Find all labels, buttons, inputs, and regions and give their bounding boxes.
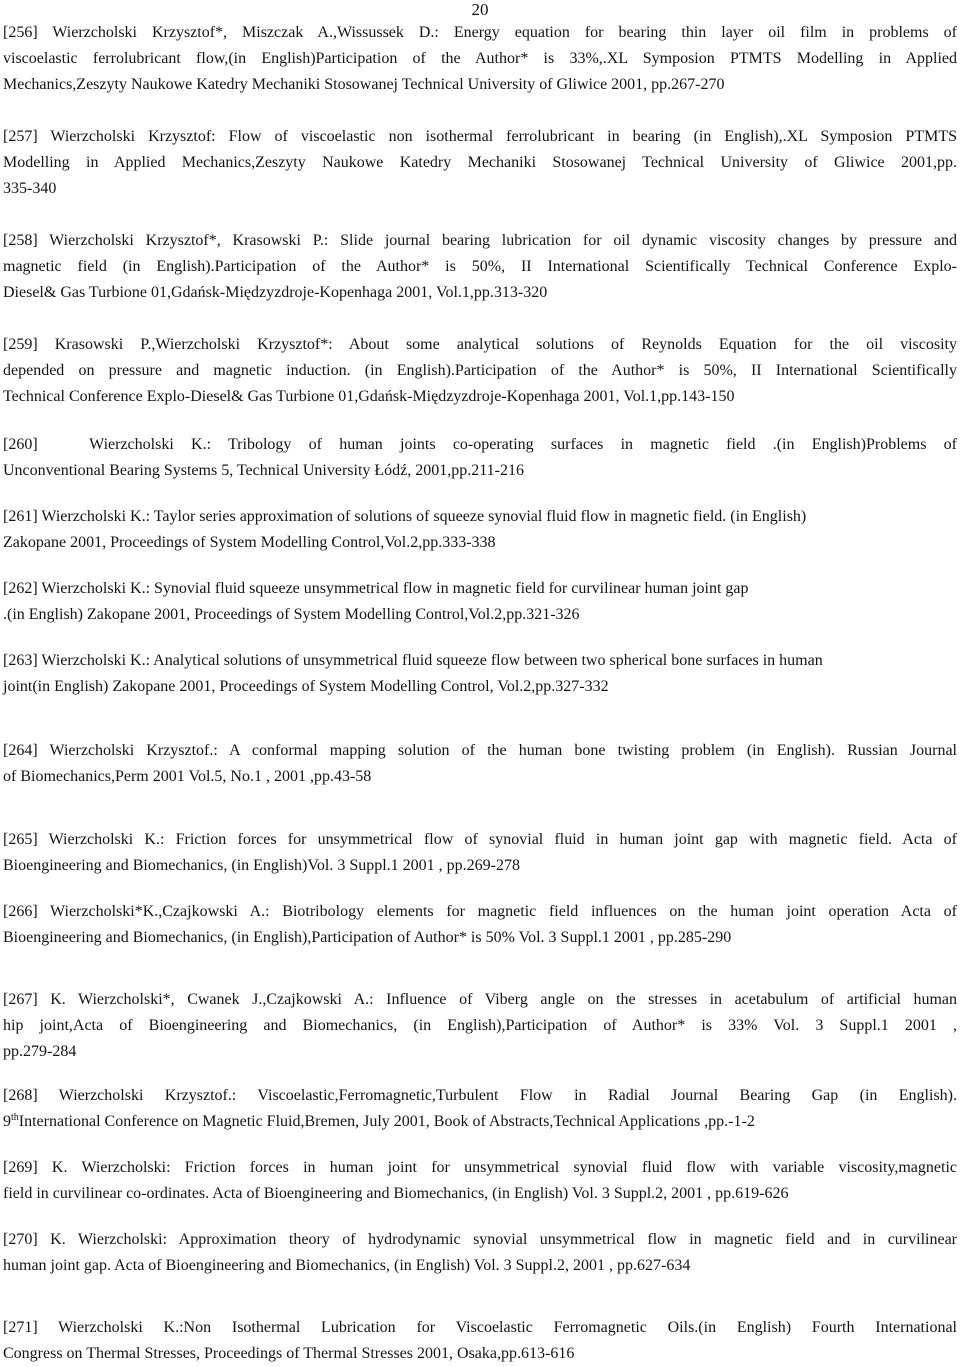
entry-line: Congress on Thermal Stresses, Proceedings of Thermal Stresses 2001, Osaka,pp.613-616	[3, 1345, 575, 1362]
entry-line: hip joint,Acta of Bioengineering and Biomechanics, (in English),Participation of Author* is 33% Vol. 3 Suppl.1 2001 ,	[3, 1017, 957, 1034]
entry-line: Technical Conference Explo-Diesel& Gas Turbione 01,Gdańsk-Międzyzdroje-Kopenhaga 2001, Vol.1,pp.143-150	[3, 388, 735, 405]
page-number: 20	[471, 0, 489, 19]
reference-entry-270	[3, 1227, 957, 1279]
entry-line	[3, 1109, 957, 1135]
entry-line: Mechanics,Zeszyty Naukowe Katedry Mechaniki Stosowanej Technical University of Gliwice 2001, pp.267-270	[3, 76, 725, 93]
reference-entry-260	[3, 432, 957, 484]
reference-entry-258	[3, 228, 957, 306]
ordinal-suffix: th	[11, 1112, 19, 1123]
entry-line: [257] Wierzcholski Krzysztof: Flow of viscoelastic non isothermal ferrolubricant in bearing (in English),.XL Symposion PTMTS	[3, 128, 957, 145]
reference-entry-257	[3, 124, 957, 202]
entry-line: [262] Wierzcholski K.: Synovial fluid squeeze unsymmetrical flow in magnetic field for curvilinear human joint gap	[3, 580, 749, 597]
entry-line: pp.279-284	[3, 1043, 77, 1060]
entry-line: [265] Wierzcholski K.: Friction forces for unsymmetrical flow of synovial fluid in human joint gap with magnetic field. Acta of	[3, 831, 957, 848]
entry-line: Diesel& Gas Turbione 01,Gdańsk-Międzyzdroje-Kopenhaga 2001, Vol.1,pp.313-320	[3, 284, 548, 301]
entry-line: viscoelastic ferrolubricant flow,(in English)Participation of the Author* is 33%,.XL Symposion PTMTS Modelling in Applied	[3, 50, 957, 67]
entry-line: of Biomechanics,Perm 2001 Vol.5, No.1 , 2001 ,pp.43-58	[3, 768, 372, 785]
entry-line: [270] K. Wierzcholski: Approximation theory of hydrodynamic synovial unsymmetrical flow in magnetic field and in curvilinear	[3, 1231, 957, 1248]
entry-line: [259] Krasowski P.,Wierzcholski Krzysztof*: About some analytical solutions of Reynolds Equation for the oil viscosity	[3, 336, 957, 353]
entry-line: [271] Wierzcholski K.:Non Isothermal Lubrication for Viscoelastic Ferromagnetic Oils.(in English) Fourth International	[3, 1319, 957, 1336]
entry-line: magnetic field (in English).Participation of the Author* is 50%, II International Scientifically Technical Conference Explo-	[3, 258, 957, 275]
reference-entry-267	[3, 987, 957, 1065]
entry-line: Modelling in Applied Mechanics,Zeszyty Naukowe Katedry Mechaniki Stosowanej Technical University of Gliwice 2001,pp.	[3, 154, 957, 171]
entry-line: [264] Wierzcholski Krzysztof.: A conformal mapping solution of the human bone twisting problem (in English). Russian Journal	[3, 742, 957, 759]
entry-line: depended on pressure and magnetic induction. (in English).Participation of the Author* is 50%, II International Scientifically	[3, 362, 957, 379]
entry-line: joint(in English) Zakopane 2001, Proceedings of System Modelling Control, Vol.2,pp.327-332	[3, 678, 609, 695]
entry-line: [256] Wierzcholski Krzysztof*, Miszczak A.,Wissussek D.: Energy equation for bearing thin layer oil film in problems of	[3, 24, 957, 41]
ordinal-number: 9	[3, 1113, 11, 1130]
entry-line: .(in English) Zakopane 2001, Proceedings of System Modelling Control,Vol.2,pp.321-326	[3, 606, 580, 623]
entry-line: 335-340	[3, 180, 57, 197]
entry-line: [267] K. Wierzcholski*, Cwanek J.,Czajkowski A.: Influence of Viberg angle on the stresses in acetabulum of artificial human	[3, 991, 957, 1008]
reference-entry-256	[3, 20, 957, 98]
entry-line: Bioengineering and Biomechanics, (in English),Participation of Author* is 50% Vol. 3 Suppl.1 2001 , pp.285-290	[3, 929, 732, 946]
entry-line: field in curvilinear co-ordinates. Acta of Bioengineering and Biomechanics, (in English) Vol. 3 Suppl.2, 2001 , pp.619-626	[3, 1185, 789, 1202]
entry-line: [258] Wierzcholski Krzysztof*, Krasowski P.: Slide journal bearing lubrication for oil dynamic viscosity changes by pressure and	[3, 232, 957, 249]
reference-entry-265	[3, 827, 957, 879]
reference-entry-266	[3, 899, 957, 951]
reference-entry-269	[3, 1155, 957, 1207]
entry-line: [261] Wierzcholski K.: Taylor series approximation of solutions of squeeze synovial fluid flow in magnetic field. (in English)	[3, 508, 807, 525]
entry-line: Unconventional Bearing Systems 5, Technical University Łódź, 2001,pp.211-216	[3, 462, 525, 479]
reference-entry-263	[3, 648, 957, 700]
reference-entry-264	[3, 738, 957, 790]
entry-line: [260] Wierzcholski K.: Tribology of human joints co-operating surfaces in magnetic field .(in English)Problems of	[3, 436, 957, 453]
reference-entry-261	[3, 504, 957, 556]
reference-entry-259	[3, 332, 957, 410]
reference-entry-262	[3, 576, 957, 628]
entry-line: [266] Wierzcholski*K.,Czajkowski A.: Biotribology elements for magnetic field influences on the human joint operation Acta of	[3, 903, 957, 920]
entry-line: Zakopane 2001, Proceedings of System Modelling Control,Vol.2,pp.333-338	[3, 534, 496, 551]
reference-entry-268	[3, 1083, 957, 1135]
entry-line-rest: International Conference on Magnetic Fluid,Bremen, July 2001, Book of Abstracts,Technical Applications ,pp.-1-2	[18, 1113, 755, 1130]
entry-line: Bioengineering and Biomechanics, (in English)Vol. 3 Suppl.1 2001 , pp.269-278	[3, 857, 520, 874]
entry-line: [268] Wierzcholski Krzysztof.: Viscoelastic,Ferromagnetic,Turbulent Flow in Radial Journal Bearing Gap (in English).	[3, 1087, 957, 1104]
reference-entry-271	[3, 1315, 957, 1367]
reference-list	[3, 20, 957, 1367]
entry-line: human joint gap. Acta of Bioengineering and Biomechanics, (in English) Vol. 3 Suppl.2, 2001 , pp.627-634	[3, 1257, 691, 1274]
entry-line: [269] K. Wierzcholski: Friction forces in human joint for unsymmetrical synovial fluid flow with variable viscosity,magnetic	[3, 1159, 957, 1176]
entry-line: [263] Wierzcholski K.: Analytical solutions of unsymmetrical fluid squeeze flow between two spherical bone surfaces in human	[3, 652, 823, 669]
